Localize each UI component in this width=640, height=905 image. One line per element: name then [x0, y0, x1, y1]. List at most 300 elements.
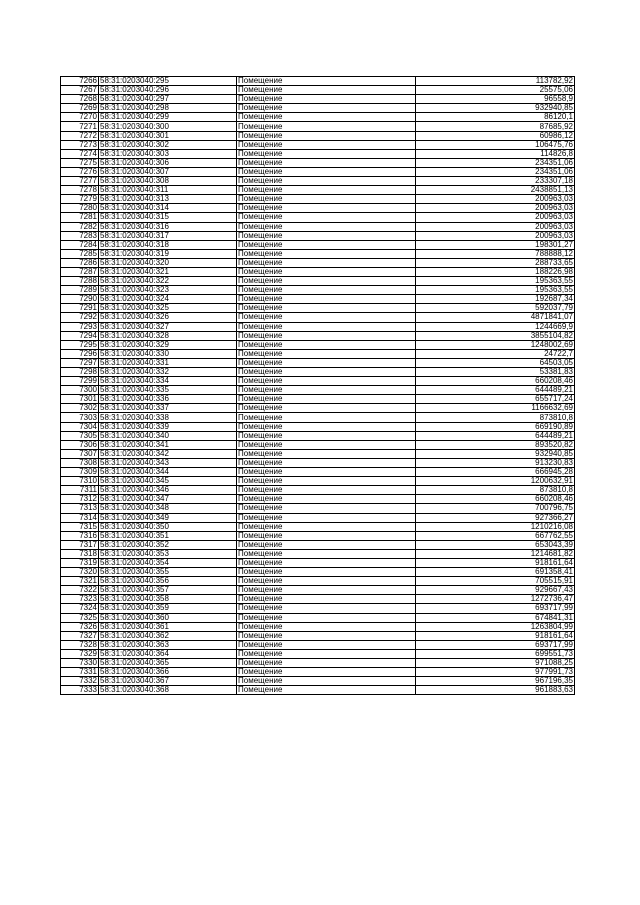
cadastral-number-cell: 58:31:0203040:366	[99, 668, 237, 677]
object-type-cell: Помещение	[237, 77, 416, 86]
cadastral-number-cell: 58:31:0203040:303	[99, 149, 237, 158]
object-type-cell: Помещение	[237, 186, 416, 195]
cadastral-number-cell: 58:31:0203040:350	[99, 522, 237, 531]
cadastral-number-cell: 58:31:0203040:348	[99, 504, 237, 513]
table-row	[61, 495, 575, 504]
row-number-cell: 7287	[61, 267, 99, 276]
value-cell: 87685,92	[416, 122, 575, 131]
table-row	[61, 449, 575, 458]
row-number-cell: 7297	[61, 358, 99, 367]
cadastral-number-cell: 58:31:0203040:307	[99, 167, 237, 176]
row-number-cell: 7294	[61, 331, 99, 340]
cadastral-number-cell: 58:31:0203040:321	[99, 267, 237, 276]
object-type-cell: Помещение	[237, 504, 416, 513]
row-number-cell: 7314	[61, 513, 99, 522]
table-row	[61, 267, 575, 276]
value-cell: 961883,63	[416, 686, 575, 695]
table-row	[61, 213, 575, 222]
cadastral-number-cell: 58:31:0203040:325	[99, 304, 237, 313]
table-row	[61, 167, 575, 176]
cadastral-number-cell: 58:31:0203040:344	[99, 468, 237, 477]
object-type-cell: Помещение	[237, 386, 416, 395]
object-type-cell: Помещение	[237, 240, 416, 249]
cadastral-number-cell: 58:31:0203040:345	[99, 477, 237, 486]
cadastral-number-cell: 58:31:0203040:318	[99, 240, 237, 249]
object-type-cell: Помещение	[237, 440, 416, 449]
row-number-cell: 7321	[61, 577, 99, 586]
cadastral-number-cell: 58:31:0203040:339	[99, 422, 237, 431]
table-row	[61, 568, 575, 577]
cadastral-number-cell: 58:31:0203040:313	[99, 195, 237, 204]
table-row	[61, 249, 575, 258]
cadastral-number-cell: 58:31:0203040:302	[99, 140, 237, 149]
table-row	[61, 595, 575, 604]
table-row	[61, 549, 575, 558]
object-type-cell: Помещение	[237, 131, 416, 140]
cadastral-number-cell: 58:31:0203040:355	[99, 568, 237, 577]
table-row	[61, 113, 575, 122]
object-type-cell: Помещение	[237, 631, 416, 640]
cadastral-number-cell: 58:31:0203040:331	[99, 358, 237, 367]
cadastral-number-cell: 58:31:0203040:300	[99, 122, 237, 131]
row-number-cell: 7316	[61, 531, 99, 540]
table-row	[61, 586, 575, 595]
table-row	[61, 186, 575, 195]
table-row	[61, 440, 575, 449]
value-cell: 113782,92	[416, 77, 575, 86]
cadastral-number-cell: 58:31:0203040:322	[99, 277, 237, 286]
table-row	[61, 686, 575, 695]
table-row	[61, 659, 575, 668]
object-type-cell: Помещение	[237, 258, 416, 267]
cadastral-number-cell: 58:31:0203040:297	[99, 95, 237, 104]
row-number-cell: 7327	[61, 631, 99, 640]
object-type-cell: Помещение	[237, 431, 416, 440]
object-type-cell: Помещение	[237, 313, 416, 322]
object-type-cell: Помещение	[237, 495, 416, 504]
table-row	[61, 177, 575, 186]
table-row	[61, 649, 575, 658]
row-number-cell: 7309	[61, 468, 99, 477]
row-number-cell: 7289	[61, 286, 99, 295]
value-cell: 200963,03	[416, 204, 575, 213]
row-number-cell: 7267	[61, 86, 99, 95]
cadastral-number-cell: 58:31:0203040:319	[99, 249, 237, 258]
object-type-cell: Помещение	[237, 477, 416, 486]
value-cell: 666945,28	[416, 468, 575, 477]
table-row	[61, 149, 575, 158]
row-number-cell: 7307	[61, 449, 99, 458]
value-cell: 873810,8	[416, 413, 575, 422]
value-cell: 667762,55	[416, 531, 575, 540]
value-cell: 195363,55	[416, 277, 575, 286]
value-cell: 1200632,91	[416, 477, 575, 486]
value-cell: 932940,85	[416, 449, 575, 458]
table-row	[61, 295, 575, 304]
cadastral-number-cell: 58:31:0203040:364	[99, 649, 237, 658]
cadastral-number-cell: 58:31:0203040:349	[99, 513, 237, 522]
cadastral-number-cell: 58:31:0203040:360	[99, 613, 237, 622]
table-row	[61, 368, 575, 377]
value-cell: 24722,7	[416, 349, 575, 358]
row-number-cell: 7273	[61, 140, 99, 149]
value-cell: 1248002,69	[416, 340, 575, 349]
cadastral-number-cell: 58:31:0203040:320	[99, 258, 237, 267]
value-cell: 932940,85	[416, 104, 575, 113]
object-type-cell: Помещение	[237, 368, 416, 377]
table-row	[61, 477, 575, 486]
row-number-cell: 7280	[61, 204, 99, 213]
cadastral-number-cell: 58:31:0203040:347	[99, 495, 237, 504]
row-number-cell: 7293	[61, 322, 99, 331]
row-number-cell: 7271	[61, 122, 99, 131]
row-number-cell: 7310	[61, 477, 99, 486]
cadastral-number-cell: 58:31:0203040:334	[99, 377, 237, 386]
value-cell: 234351,06	[416, 158, 575, 167]
table-row	[61, 140, 575, 149]
table-row	[61, 504, 575, 513]
row-number-cell: 7333	[61, 686, 99, 695]
value-cell: 4871841,07	[416, 313, 575, 322]
object-type-cell: Помещение	[237, 204, 416, 213]
object-type-cell: Помещение	[237, 249, 416, 258]
cadastral-number-cell: 58:31:0203040:351	[99, 531, 237, 540]
property-table	[60, 76, 575, 695]
row-number-cell: 7272	[61, 131, 99, 140]
row-number-cell: 7284	[61, 240, 99, 249]
cadastral-number-cell: 58:31:0203040:315	[99, 213, 237, 222]
cadastral-number-cell: 58:31:0203040:330	[99, 349, 237, 358]
cadastral-number-cell: 58:31:0203040:361	[99, 622, 237, 631]
row-number-cell: 7282	[61, 222, 99, 231]
object-type-cell: Помещение	[237, 213, 416, 222]
value-cell: 188226,98	[416, 267, 575, 276]
value-cell: 691358,41	[416, 568, 575, 577]
cadastral-number-cell: 58:31:0203040:328	[99, 331, 237, 340]
table-row	[61, 77, 575, 86]
row-number-cell: 7285	[61, 249, 99, 258]
table-row	[61, 404, 575, 413]
row-number-cell: 7292	[61, 313, 99, 322]
table-row	[61, 531, 575, 540]
table-row	[61, 540, 575, 549]
value-cell: 705515,91	[416, 577, 575, 586]
row-number-cell: 7299	[61, 377, 99, 386]
value-cell: 25575,06	[416, 86, 575, 95]
table-row	[61, 231, 575, 240]
table-row	[61, 322, 575, 331]
cadastral-number-cell: 58:31:0203040:316	[99, 222, 237, 231]
table-row	[61, 277, 575, 286]
value-cell: 200963,03	[416, 231, 575, 240]
value-cell: 114826,8	[416, 149, 575, 158]
value-cell: 200963,03	[416, 222, 575, 231]
object-type-cell: Помещение	[237, 522, 416, 531]
table-row	[61, 431, 575, 440]
cadastral-number-cell: 58:31:0203040:353	[99, 549, 237, 558]
row-number-cell: 7286	[61, 258, 99, 267]
cadastral-number-cell: 58:31:0203040:299	[99, 113, 237, 122]
value-cell: 86120,1	[416, 113, 575, 122]
object-type-cell: Помещение	[237, 295, 416, 304]
table-row	[61, 558, 575, 567]
row-number-cell: 7296	[61, 349, 99, 358]
object-type-cell: Помещение	[237, 540, 416, 549]
cadastral-number-cell: 58:31:0203040:363	[99, 640, 237, 649]
row-number-cell: 7313	[61, 504, 99, 513]
cadastral-number-cell: 58:31:0203040:352	[99, 540, 237, 549]
value-cell: 655717,24	[416, 395, 575, 404]
row-number-cell: 7275	[61, 158, 99, 167]
row-number-cell: 7290	[61, 295, 99, 304]
value-cell: 592037,79	[416, 304, 575, 313]
cadastral-number-cell: 58:31:0203040:357	[99, 586, 237, 595]
value-cell: 64503,05	[416, 358, 575, 367]
cadastral-number-cell: 58:31:0203040:301	[99, 131, 237, 140]
object-type-cell: Помещение	[237, 604, 416, 613]
table-row	[61, 331, 575, 340]
value-cell: 971088,25	[416, 659, 575, 668]
table-row	[61, 304, 575, 313]
table-row	[61, 468, 575, 477]
row-number-cell: 7301	[61, 395, 99, 404]
cadastral-number-cell: 58:31:0203040:323	[99, 286, 237, 295]
cadastral-number-cell: 58:31:0203040:341	[99, 440, 237, 449]
row-number-cell: 7322	[61, 586, 99, 595]
object-type-cell: Помещение	[237, 331, 416, 340]
table-row	[61, 377, 575, 386]
cadastral-number-cell: 58:31:0203040:326	[99, 313, 237, 322]
object-type-cell: Помещение	[237, 277, 416, 286]
object-type-cell: Помещение	[237, 586, 416, 595]
row-number-cell: 7306	[61, 440, 99, 449]
cadastral-number-cell: 58:31:0203040:335	[99, 386, 237, 395]
table-row	[61, 640, 575, 649]
value-cell: 1166632,69	[416, 404, 575, 413]
value-cell: 693717,99	[416, 604, 575, 613]
value-cell: 700796,75	[416, 504, 575, 513]
row-number-cell: 7332	[61, 677, 99, 686]
row-number-cell: 7269	[61, 104, 99, 113]
cadastral-number-cell: 58:31:0203040:308	[99, 177, 237, 186]
row-number-cell: 7300	[61, 386, 99, 395]
cadastral-number-cell: 58:31:0203040:327	[99, 322, 237, 331]
object-type-cell: Помещение	[237, 95, 416, 104]
cadastral-number-cell: 58:31:0203040:346	[99, 486, 237, 495]
value-cell: 96558,9	[416, 95, 575, 104]
object-type-cell: Помещение	[237, 177, 416, 186]
object-type-cell: Помещение	[237, 122, 416, 131]
value-cell: 669190,89	[416, 422, 575, 431]
object-type-cell: Помещение	[237, 304, 416, 313]
row-number-cell: 7277	[61, 177, 99, 186]
row-number-cell: 7266	[61, 77, 99, 86]
object-type-cell: Помещение	[237, 140, 416, 149]
table-row	[61, 613, 575, 622]
row-number-cell: 7324	[61, 604, 99, 613]
table-row	[61, 222, 575, 231]
value-cell: 674841,31	[416, 613, 575, 622]
value-cell: 53381,83	[416, 368, 575, 377]
value-cell: 699551,73	[416, 649, 575, 658]
table-row	[61, 195, 575, 204]
object-type-cell: Помещение	[237, 231, 416, 240]
table-row	[61, 158, 575, 167]
value-cell: 788888,12	[416, 249, 575, 258]
row-number-cell: 7268	[61, 95, 99, 104]
value-cell: 233307,18	[416, 177, 575, 186]
table-row	[61, 422, 575, 431]
value-cell: 60986,12	[416, 131, 575, 140]
cadastral-number-cell: 58:31:0203040:368	[99, 686, 237, 695]
value-cell: 927366,27	[416, 513, 575, 522]
object-type-cell: Помещение	[237, 531, 416, 540]
row-number-cell: 7291	[61, 304, 99, 313]
row-number-cell: 7317	[61, 540, 99, 549]
value-cell: 660208,46	[416, 495, 575, 504]
cadastral-number-cell: 58:31:0203040:317	[99, 231, 237, 240]
row-number-cell: 7276	[61, 167, 99, 176]
object-type-cell: Помещение	[237, 622, 416, 631]
table-row	[61, 258, 575, 267]
table-row	[61, 486, 575, 495]
object-type-cell: Помещение	[237, 449, 416, 458]
table-row	[61, 95, 575, 104]
cadastral-number-cell: 58:31:0203040:332	[99, 368, 237, 377]
table-row	[61, 631, 575, 640]
value-cell: 1214681,82	[416, 549, 575, 558]
table-row	[61, 677, 575, 686]
table-row	[61, 131, 575, 140]
row-number-cell: 7311	[61, 486, 99, 495]
cadastral-number-cell: 58:31:0203040:314	[99, 204, 237, 213]
object-type-cell: Помещение	[237, 167, 416, 176]
value-cell: 918161,64	[416, 631, 575, 640]
value-cell: 644489,21	[416, 386, 575, 395]
row-number-cell: 7320	[61, 568, 99, 577]
row-number-cell: 7329	[61, 649, 99, 658]
cadastral-number-cell: 58:31:0203040:324	[99, 295, 237, 304]
object-type-cell: Помещение	[237, 568, 416, 577]
table-row	[61, 522, 575, 531]
object-type-cell: Помещение	[237, 377, 416, 386]
object-type-cell: Помещение	[237, 595, 416, 604]
table-row	[61, 286, 575, 295]
value-cell: 1263804,99	[416, 622, 575, 631]
cadastral-number-cell: 58:31:0203040:358	[99, 595, 237, 604]
table-row	[61, 413, 575, 422]
value-cell: 1210216,08	[416, 522, 575, 531]
object-type-cell: Помещение	[237, 395, 416, 404]
object-type-cell: Помещение	[237, 668, 416, 677]
row-number-cell: 7270	[61, 113, 99, 122]
value-cell: 288733,65	[416, 258, 575, 267]
value-cell: 3855104,82	[416, 331, 575, 340]
object-type-cell: Помещение	[237, 677, 416, 686]
object-type-cell: Помещение	[237, 113, 416, 122]
table-row	[61, 395, 575, 404]
row-number-cell: 7323	[61, 595, 99, 604]
object-type-cell: Помещение	[237, 149, 416, 158]
row-number-cell: 7308	[61, 458, 99, 467]
object-type-cell: Помещение	[237, 549, 416, 558]
value-cell: 200963,03	[416, 213, 575, 222]
row-number-cell: 7325	[61, 613, 99, 622]
cadastral-number-cell: 58:31:0203040:359	[99, 604, 237, 613]
value-cell: 1244669,9	[416, 322, 575, 331]
object-type-cell: Помещение	[237, 468, 416, 477]
table-row	[61, 513, 575, 522]
row-number-cell: 7303	[61, 413, 99, 422]
table-row	[61, 386, 575, 395]
object-type-cell: Помещение	[237, 104, 416, 113]
cadastral-number-cell: 58:31:0203040:342	[99, 449, 237, 458]
cadastral-number-cell: 58:31:0203040:340	[99, 431, 237, 440]
value-cell: 918161,64	[416, 558, 575, 567]
table-row	[61, 122, 575, 131]
value-cell: 2438851,13	[416, 186, 575, 195]
table-row	[61, 104, 575, 113]
row-number-cell: 7304	[61, 422, 99, 431]
row-number-cell: 7319	[61, 558, 99, 567]
table-row	[61, 577, 575, 586]
table-row	[61, 349, 575, 358]
row-number-cell: 7279	[61, 195, 99, 204]
row-number-cell: 7295	[61, 340, 99, 349]
value-cell: 929667,43	[416, 586, 575, 595]
object-type-cell: Помещение	[237, 358, 416, 367]
row-number-cell: 7331	[61, 668, 99, 677]
cadastral-number-cell: 58:31:0203040:306	[99, 158, 237, 167]
row-number-cell: 7312	[61, 495, 99, 504]
table-row	[61, 204, 575, 213]
table-row	[61, 313, 575, 322]
object-type-cell: Помещение	[237, 422, 416, 431]
object-type-cell: Помещение	[237, 222, 416, 231]
object-type-cell: Помещение	[237, 86, 416, 95]
value-cell: 644489,21	[416, 431, 575, 440]
object-type-cell: Помещение	[237, 404, 416, 413]
object-type-cell: Помещение	[237, 195, 416, 204]
row-number-cell: 7288	[61, 277, 99, 286]
value-cell: 234351,06	[416, 167, 575, 176]
object-type-cell: Помещение	[237, 158, 416, 167]
cadastral-number-cell: 58:31:0203040:337	[99, 404, 237, 413]
value-cell: 913230,83	[416, 458, 575, 467]
row-number-cell: 7330	[61, 659, 99, 668]
object-type-cell: Помещение	[237, 349, 416, 358]
object-type-cell: Помещение	[237, 340, 416, 349]
object-type-cell: Помещение	[237, 649, 416, 658]
cadastral-number-cell: 58:31:0203040:295	[99, 77, 237, 86]
row-number-cell: 7298	[61, 368, 99, 377]
object-type-cell: Помещение	[237, 486, 416, 495]
value-cell: 977991,73	[416, 668, 575, 677]
object-type-cell: Помещение	[237, 577, 416, 586]
value-cell: 873810,8	[416, 486, 575, 495]
cadastral-number-cell: 58:31:0203040:356	[99, 577, 237, 586]
property-table-container	[60, 76, 574, 695]
cadastral-number-cell: 58:31:0203040:343	[99, 458, 237, 467]
value-cell: 1272736,47	[416, 595, 575, 604]
table-row	[61, 604, 575, 613]
row-number-cell: 7278	[61, 186, 99, 195]
value-cell: 893520,82	[416, 440, 575, 449]
row-number-cell: 7328	[61, 640, 99, 649]
row-number-cell: 7302	[61, 404, 99, 413]
row-number-cell: 7274	[61, 149, 99, 158]
value-cell: 653043,39	[416, 540, 575, 549]
